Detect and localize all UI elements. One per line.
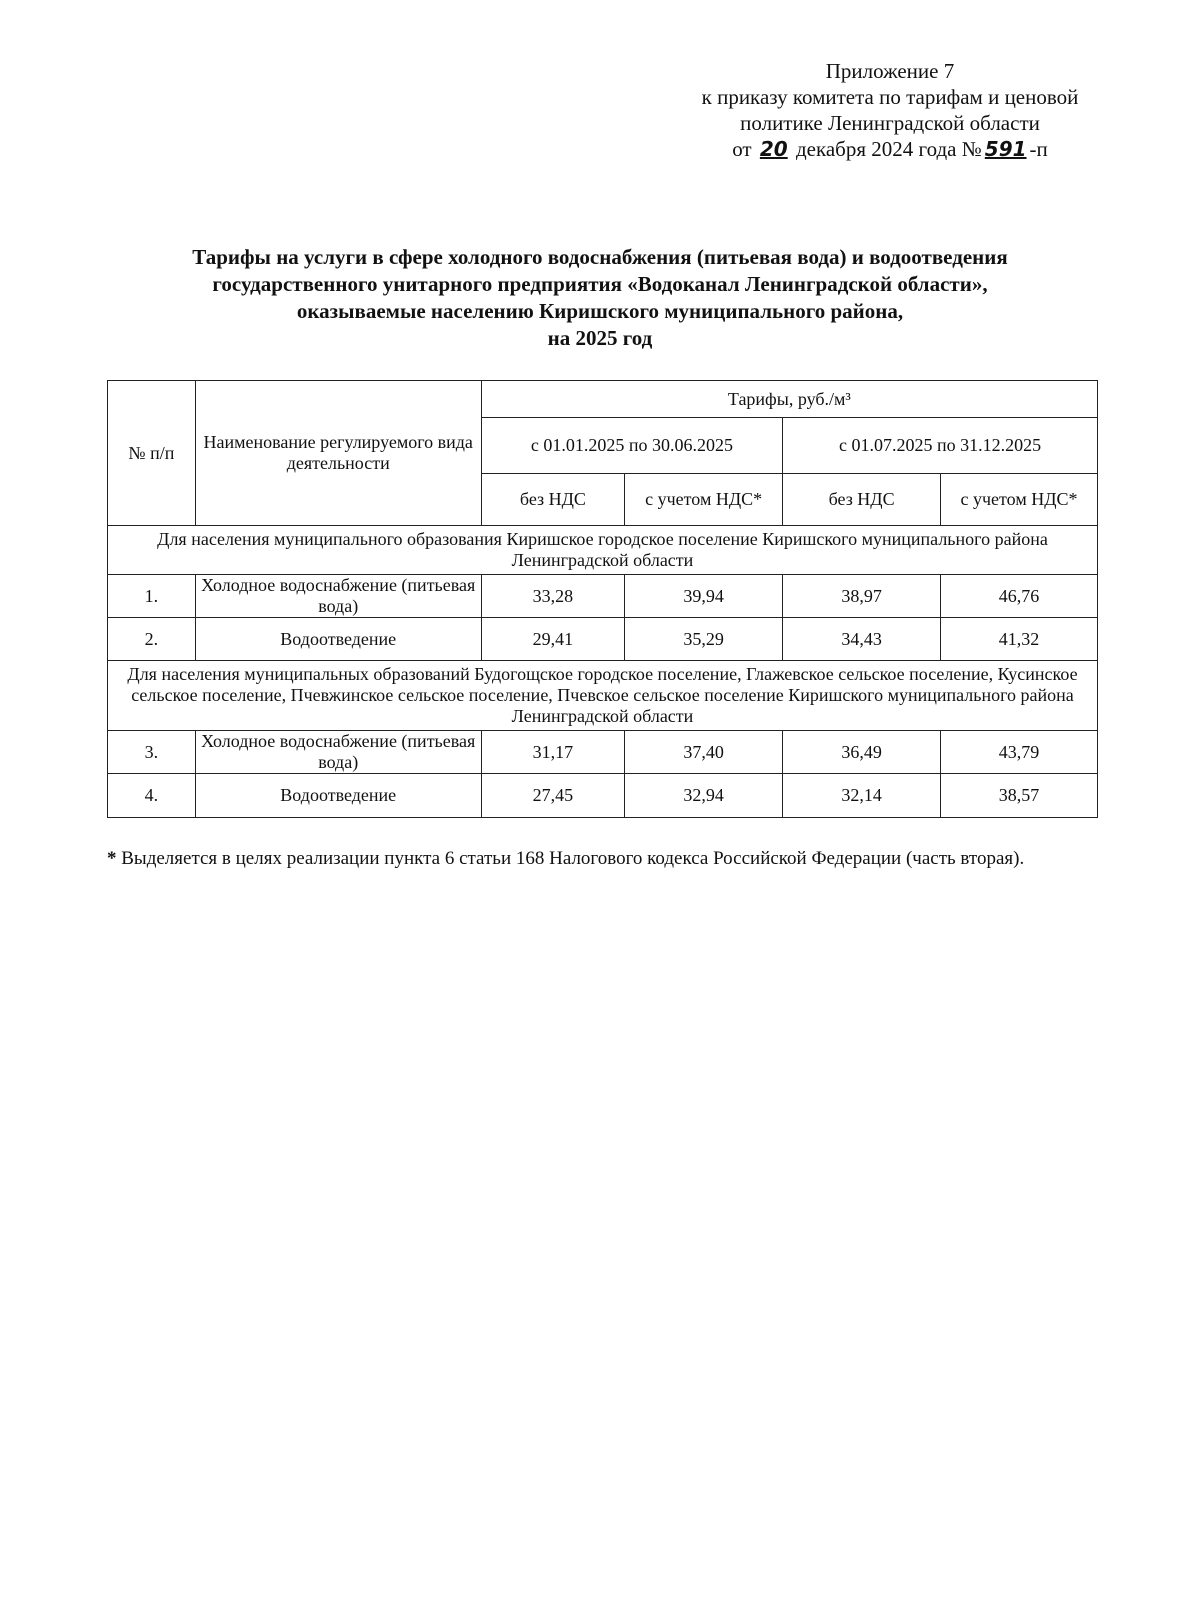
- appendix-label: Приложение 7: [825, 59, 955, 83]
- header-tariffs: Тарифы, руб./м³: [481, 381, 1097, 418]
- group-row-2: Для населения муниципальных образований Будогощское городское поселение, Глажевское сельское поселение, Кусинское сельское поселение, Пчевжинское сельское поселение, Пчевское сельское поселение Киришского муниципального района Ленинградской области: [108, 661, 1098, 731]
- row-p2-no-vat: 36,49: [783, 731, 941, 774]
- header-p2-no-vat: без НДС: [783, 474, 941, 526]
- row-num: 2.: [108, 618, 196, 661]
- header-period-2: с 01.07.2025 по 31.12.2025: [783, 418, 1098, 474]
- row-p2-with-vat: 38,57: [941, 774, 1098, 818]
- row-activity: Водоотведение: [195, 774, 481, 818]
- title-line-4: на 2025 год: [547, 326, 653, 350]
- row-num: 1.: [108, 575, 196, 618]
- row-p1-no-vat: 31,17: [481, 731, 624, 774]
- table-row: [108, 731, 1098, 774]
- row-p1-no-vat: 29,41: [481, 618, 624, 661]
- handwritten-order-number: 591: [984, 137, 1027, 161]
- row-activity: Холодное водоснабжение (питьевая вода): [195, 731, 481, 774]
- row-activity: Холодное водоснабжение (питьевая вода): [195, 575, 481, 618]
- handwritten-day: 20: [759, 137, 788, 161]
- document-header: [640, 58, 1140, 162]
- row-p2-no-vat: 34,43: [783, 618, 941, 661]
- committee-line: политике Ленинградской области: [740, 111, 1040, 135]
- row-p1-with-vat: 39,94: [625, 575, 783, 618]
- date-middle: декабря 2024 года №: [795, 137, 982, 161]
- title-line-1: Тарифы на услуги в сфере холодного водоснабжения (питьевая вода) и водоотведения: [192, 245, 1008, 269]
- tariffs-table: [107, 380, 1098, 818]
- row-p1-no-vat: 27,45: [481, 774, 624, 818]
- row-p2-no-vat: 32,14: [783, 774, 941, 818]
- header-num: № п/п: [108, 381, 196, 526]
- order-reference-line: к приказу комитета по тарифам и ценовой: [701, 85, 1079, 109]
- row-p2-with-vat: 46,76: [941, 575, 1098, 618]
- header-activity-name: Наименование регулируемого вида деятельности: [195, 381, 481, 526]
- document-title: [110, 244, 1090, 352]
- row-num: 3.: [108, 731, 196, 774]
- order-date-line: [640, 136, 1140, 162]
- title-line-2: государственного унитарного предприятия «Водоканал Ленинградской области»,: [212, 272, 988, 296]
- row-p2-with-vat: 41,32: [941, 618, 1098, 661]
- table-row: [108, 575, 1098, 618]
- date-prefix: от: [732, 137, 752, 161]
- footnote: [107, 846, 1143, 872]
- row-p1-no-vat: 33,28: [481, 575, 624, 618]
- row-p2-no-vat: 38,97: [783, 575, 941, 618]
- header-p1-with-vat: с учетом НДС*: [625, 474, 783, 526]
- title-line-3: оказываемые населению Киришского муниципального района,: [296, 299, 904, 323]
- row-p2-with-vat: 43,79: [941, 731, 1098, 774]
- header-period-1: с 01.01.2025 по 30.06.2025: [481, 418, 782, 474]
- table-row: [108, 774, 1098, 818]
- row-p1-with-vat: 37,40: [625, 731, 783, 774]
- footnote-mark: *: [107, 848, 117, 869]
- row-num: 4.: [108, 774, 196, 818]
- header-p1-no-vat: без НДС: [481, 474, 624, 526]
- order-suffix: -п: [1029, 137, 1048, 161]
- footnote-text: Выделяется в целях реализации пункта 6 статьи 168 Налогового кодекса Российской Федерации (часть вторая).: [121, 848, 1025, 869]
- group-row-1: Для населения муниципального образования Киришское городское поселение Киришского муниципального района Ленинградской области: [108, 526, 1098, 575]
- row-activity: Водоотведение: [195, 618, 481, 661]
- row-p1-with-vat: 32,94: [625, 774, 783, 818]
- row-p1-with-vat: 35,29: [625, 618, 783, 661]
- header-p2-with-vat: с учетом НДС*: [941, 474, 1098, 526]
- table-row: [108, 618, 1098, 661]
